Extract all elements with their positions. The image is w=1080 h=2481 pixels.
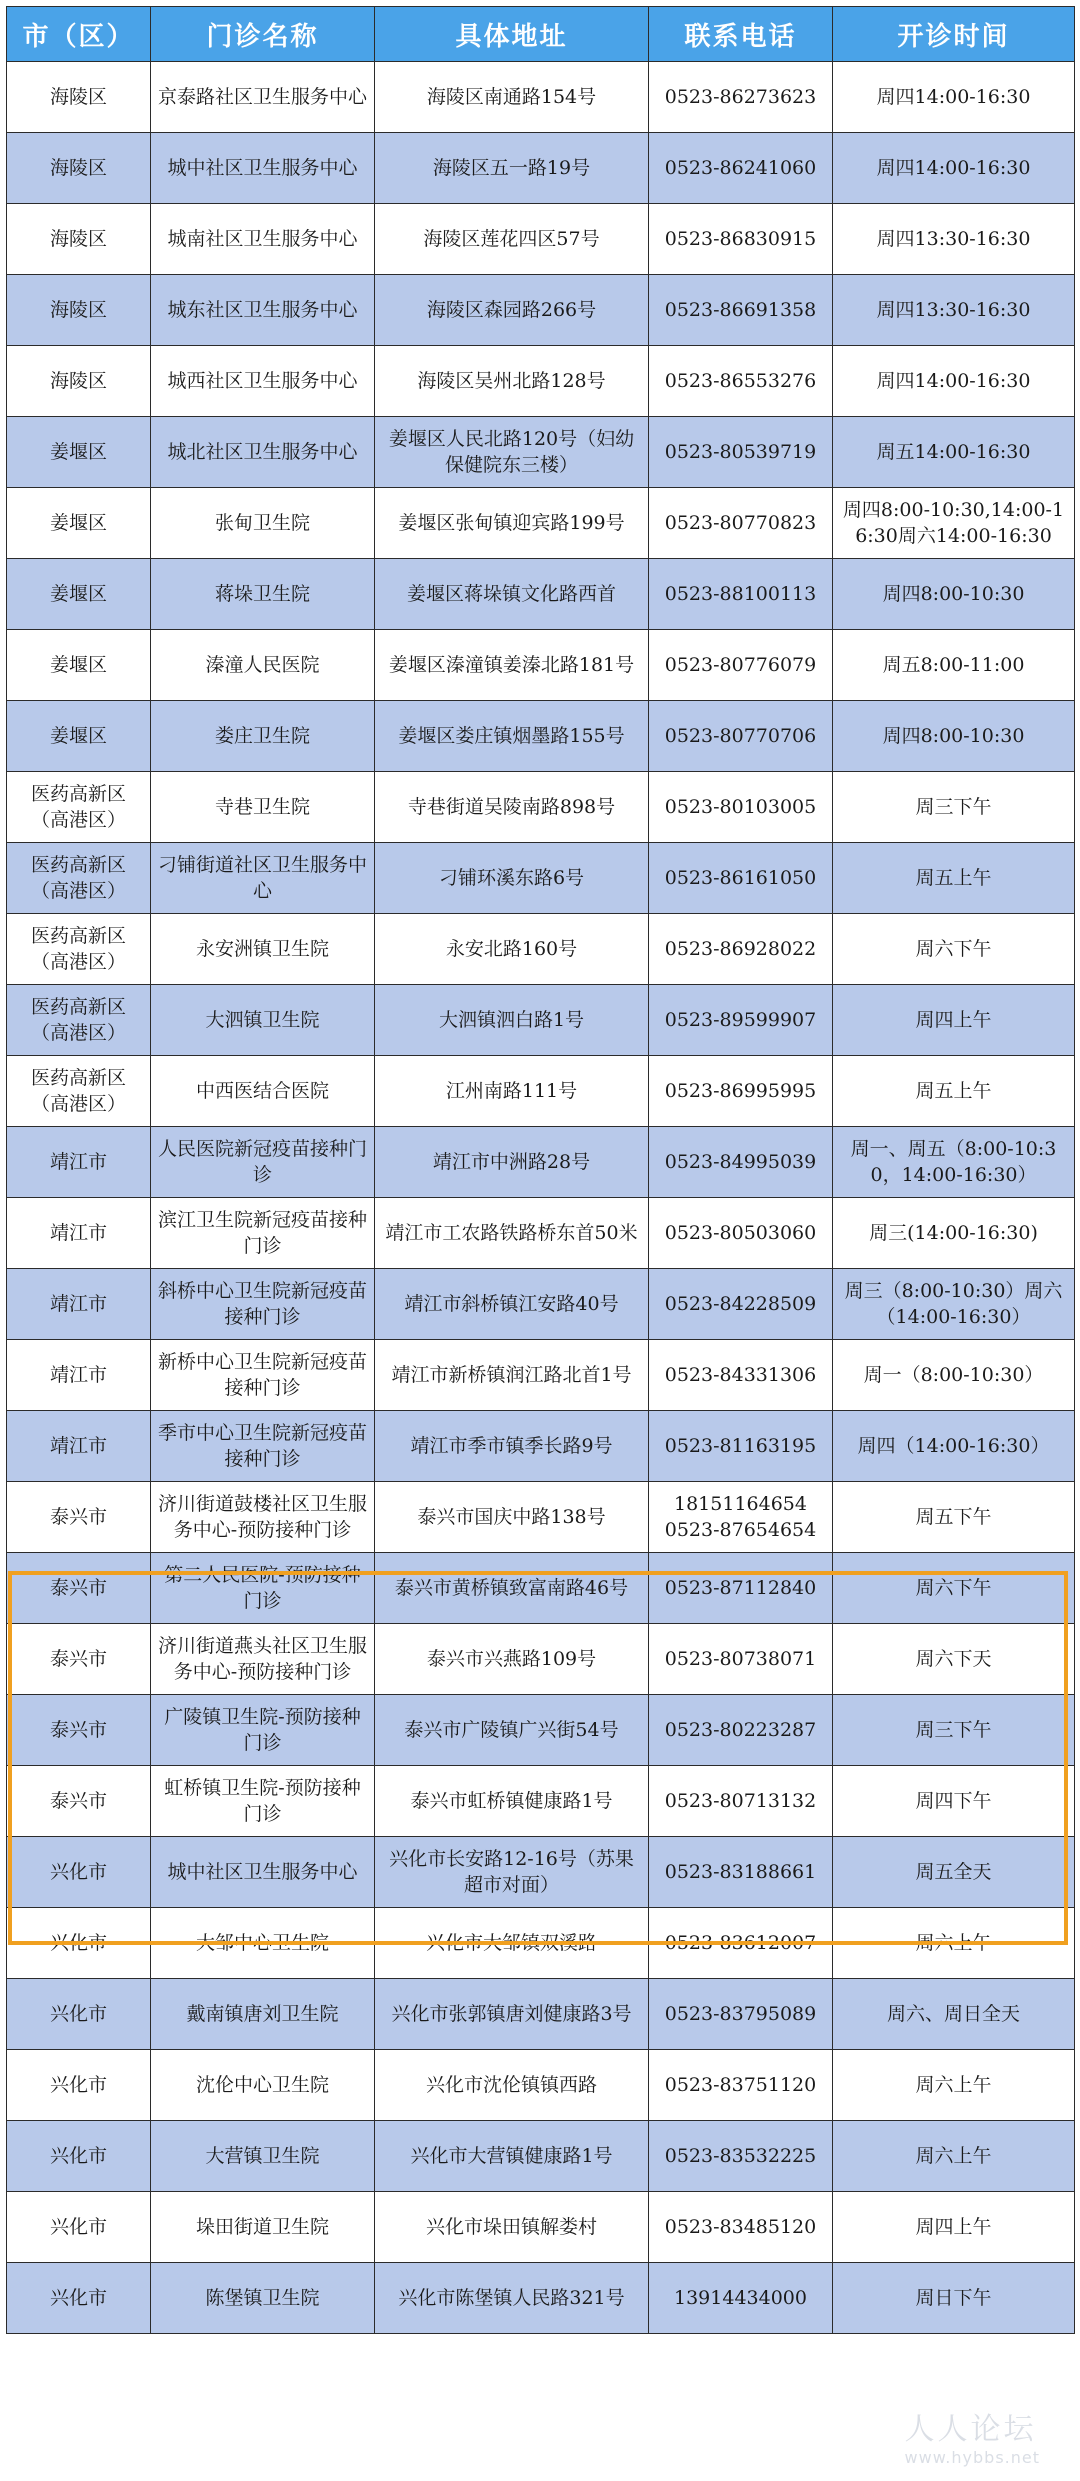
- district-cell: 姜堰区: [7, 488, 151, 559]
- district-cell: 泰兴市: [7, 1624, 151, 1695]
- district-cell: 兴化市: [7, 2121, 151, 2192]
- table-row: [7, 985, 1075, 1056]
- table-row: [7, 1340, 1075, 1411]
- district-cell: 姜堰区: [7, 559, 151, 630]
- hours-cell: 周四14:00-16:30: [833, 62, 1075, 133]
- district-cell: 泰兴市: [7, 1695, 151, 1766]
- address-cell: 兴化市张郭镇唐刘健康路3号: [375, 1979, 649, 2050]
- phone-cell: 0523-80223287: [649, 1695, 833, 1766]
- district-cell: 泰兴市: [7, 1553, 151, 1624]
- table-row: [7, 417, 1075, 488]
- header-phone: 联系电话: [649, 7, 833, 62]
- hours-cell: 周四13:30-16:30: [833, 204, 1075, 275]
- district-cell: 医药高新区（高港区）: [7, 1056, 151, 1127]
- district-cell: 泰兴市: [7, 1766, 151, 1837]
- phone-cell: 0523-84228509: [649, 1269, 833, 1340]
- address-cell: 兴化市陈堡镇人民路321号: [375, 2263, 649, 2334]
- clinic-name-cell: 城西社区卫生服务中心: [151, 346, 375, 417]
- district-cell: 海陵区: [7, 275, 151, 346]
- address-cell: 泰兴市广陵镇广兴街54号: [375, 1695, 649, 1766]
- address-cell: 寺巷街道吴陵南路898号: [375, 772, 649, 843]
- phone-cell: 0523-86273623: [649, 62, 833, 133]
- table-body: [7, 62, 1075, 2334]
- hours-cell: 周五全天: [833, 1837, 1075, 1908]
- hours-cell: 周三（8:00-10:30）周六（14:00-16:30）: [833, 1269, 1075, 1340]
- phone-cell: 13914434000: [649, 2263, 833, 2334]
- address-cell: 靖江市中洲路28号: [375, 1127, 649, 1198]
- address-cell: 姜堰区溱潼镇姜溱北路181号: [375, 630, 649, 701]
- watermark: [905, 2404, 1040, 2467]
- phone-cell: 0523-80776079: [649, 630, 833, 701]
- table-row: [7, 346, 1075, 417]
- table-row: [7, 1056, 1075, 1127]
- hours-cell: 周三下午: [833, 772, 1075, 843]
- hours-cell: 周五上午: [833, 843, 1075, 914]
- address-cell: 姜堰区人民北路120号（妇幼保健院东三楼）: [375, 417, 649, 488]
- table-row: [7, 1766, 1075, 1837]
- address-cell: 永安北路160号: [375, 914, 649, 985]
- hours-cell: 周四8:00-10:30,14:00-16:30周六14:00-16:30: [833, 488, 1075, 559]
- address-cell: 靖江市季市镇季长路9号: [375, 1411, 649, 1482]
- phone-cell: 0523-86241060: [649, 133, 833, 204]
- watermark-title: 人人论坛: [904, 2412, 1037, 2447]
- clinic-name-cell: 斜桥中心卫生院新冠疫苗接种门诊: [151, 1269, 375, 1340]
- district-cell: 兴化市: [7, 2050, 151, 2121]
- clinic-name-cell: 城北社区卫生服务中心: [151, 417, 375, 488]
- hours-cell: 周五下午: [833, 1482, 1075, 1553]
- district-cell: 姜堰区: [7, 630, 151, 701]
- district-cell: 兴化市: [7, 1837, 151, 1908]
- clinic-name-cell: 中西医结合医院: [151, 1056, 375, 1127]
- clinic-name-cell: 蒋垛卫生院: [151, 559, 375, 630]
- district-cell: 医药高新区（高港区）: [7, 772, 151, 843]
- phone-cell: 0523-83751120: [649, 2050, 833, 2121]
- district-cell: 靖江市: [7, 1340, 151, 1411]
- table-row: [7, 1837, 1075, 1908]
- watermark-url: www.hybbs.net: [904, 2448, 1040, 2467]
- table-row: [7, 1198, 1075, 1269]
- phone-cell: 0523-86553276: [649, 346, 833, 417]
- phone-cell: 0523-83612007: [649, 1908, 833, 1979]
- vaccination-clinic-table-wrap: [6, 6, 1074, 2334]
- hours-cell: 周四下午: [833, 1766, 1075, 1837]
- phone-cell: 0523-80770706: [649, 701, 833, 772]
- address-cell: 兴化市大邹镇双溪路: [375, 1908, 649, 1979]
- hours-cell: 周日下午: [833, 2263, 1075, 2334]
- clinic-name-cell: 娄庄卫生院: [151, 701, 375, 772]
- clinic-name-cell: 张甸卫生院: [151, 488, 375, 559]
- table-row: [7, 2050, 1075, 2121]
- hours-cell: 周一、周五（8:00-10:30，14:00-16:30）: [833, 1127, 1075, 1198]
- table-row: [7, 1695, 1075, 1766]
- phone-cell: 0523-86691358: [649, 275, 833, 346]
- phone-cell: 0523-80539719: [649, 417, 833, 488]
- table-row: [7, 1908, 1075, 1979]
- clinic-name-cell: 永安洲镇卫生院: [151, 914, 375, 985]
- header-address: 具体地址: [375, 7, 649, 62]
- phone-cell: 0523-87112840: [649, 1553, 833, 1624]
- clinic-name-cell: 陈堡镇卫生院: [151, 2263, 375, 2334]
- clinic-name-cell: 城中社区卫生服务中心: [151, 1837, 375, 1908]
- clinic-name-cell: 溱潼人民医院: [151, 630, 375, 701]
- district-cell: 医药高新区（高港区）: [7, 843, 151, 914]
- district-cell: 海陵区: [7, 133, 151, 204]
- phone-cell: 0523-83795089: [649, 1979, 833, 2050]
- phone-cell: 0523-86161050: [649, 843, 833, 914]
- phone-cell: 0523-80770823: [649, 488, 833, 559]
- hours-cell: 周六下天: [833, 1624, 1075, 1695]
- district-cell: 姜堰区: [7, 701, 151, 772]
- address-cell: 姜堰区张甸镇迎宾路199号: [375, 488, 649, 559]
- hours-cell: 周六上午: [833, 1908, 1075, 1979]
- phone-cell: 0523-81163195: [649, 1411, 833, 1482]
- district-cell: 兴化市: [7, 2263, 151, 2334]
- address-cell: 泰兴市黄桥镇致富南路46号: [375, 1553, 649, 1624]
- clinic-name-cell: 垛田街道卫生院: [151, 2192, 375, 2263]
- hours-cell: 周六下午: [833, 914, 1075, 985]
- phone-cell: 0523-83188661: [649, 1837, 833, 1908]
- clinic-name-cell: 济川街道燕头社区卫生服务中心-预防接种门诊: [151, 1624, 375, 1695]
- phone-cell: 0523-89599907: [649, 985, 833, 1056]
- table-row: [7, 62, 1075, 133]
- hours-cell: 周五8:00-11:00: [833, 630, 1075, 701]
- clinic-name-cell: 寺巷卫生院: [151, 772, 375, 843]
- table-row: [7, 2192, 1075, 2263]
- district-cell: 靖江市: [7, 1198, 151, 1269]
- table-row: [7, 1979, 1075, 2050]
- hours-cell: 周四（14:00-16:30）: [833, 1411, 1075, 1482]
- hours-cell: 周四14:00-16:30: [833, 346, 1075, 417]
- address-cell: 海陵区莲花四区57号: [375, 204, 649, 275]
- hours-cell: 周六上午: [833, 2121, 1075, 2192]
- hours-cell: 周六、周日全天: [833, 1979, 1075, 2050]
- district-cell: 靖江市: [7, 1127, 151, 1198]
- phone-cell: 0523-83485120: [649, 2192, 833, 2263]
- clinic-name-cell: 虹桥镇卫生院-预防接种门诊: [151, 1766, 375, 1837]
- clinic-name-cell: 大营镇卫生院: [151, 2121, 375, 2192]
- phone-cell: 0523-84331306: [649, 1340, 833, 1411]
- district-cell: 医药高新区（高港区）: [7, 985, 151, 1056]
- phone-cell: 0523-80713132: [649, 1766, 833, 1837]
- phone-cell: 0523-83532225: [649, 2121, 833, 2192]
- district-cell: 兴化市: [7, 1908, 151, 1979]
- hours-cell: 周四8:00-10:30: [833, 701, 1075, 772]
- address-cell: 泰兴市虹桥镇健康路1号: [375, 1766, 649, 1837]
- district-cell: 医药高新区（高港区）: [7, 914, 151, 985]
- clinic-name-cell: 广陵镇卫生院-预防接种门诊: [151, 1695, 375, 1766]
- clinic-name-cell: 济川街道鼓楼社区卫生服务中心-预防接种门诊: [151, 1482, 375, 1553]
- phone-cell: 0523-86928022: [649, 914, 833, 985]
- header-district: 市（区）: [7, 7, 151, 62]
- table-row: [7, 133, 1075, 204]
- hours-cell: 周一（8:00-10:30）: [833, 1340, 1075, 1411]
- table-row: [7, 1482, 1075, 1553]
- table-row: [7, 701, 1075, 772]
- header-hours: 开诊时间: [833, 7, 1075, 62]
- address-cell: 海陵区南通路154号: [375, 62, 649, 133]
- district-cell: 姜堰区: [7, 417, 151, 488]
- address-cell: 兴化市大营镇健康路1号: [375, 2121, 649, 2192]
- address-cell: 海陵区森园路266号: [375, 275, 649, 346]
- table-row: [7, 1269, 1075, 1340]
- table-row: [7, 2121, 1075, 2192]
- table-row: [7, 843, 1075, 914]
- district-cell: 靖江市: [7, 1269, 151, 1340]
- table-row: [7, 914, 1075, 985]
- table-row: [7, 488, 1075, 559]
- phone-cell: 0523-88100113: [649, 559, 833, 630]
- table-row: [7, 1411, 1075, 1482]
- district-cell: 泰兴市: [7, 1482, 151, 1553]
- address-cell: 江州南路111号: [375, 1056, 649, 1127]
- address-cell: 海陵区吴州北路128号: [375, 346, 649, 417]
- table-row: [7, 772, 1075, 843]
- address-cell: 靖江市工农路铁路桥东首50米: [375, 1198, 649, 1269]
- hours-cell: 周六上午: [833, 2050, 1075, 2121]
- clinic-name-cell: 季市中心卫生院新冠疫苗接种门诊: [151, 1411, 375, 1482]
- address-cell: 靖江市斜桥镇江安路40号: [375, 1269, 649, 1340]
- clinic-name-cell: 城南社区卫生服务中心: [151, 204, 375, 275]
- district-cell: 靖江市: [7, 1411, 151, 1482]
- clinic-name-cell: 沈伦中心卫生院: [151, 2050, 375, 2121]
- hours-cell: 周三(14:00-16:30): [833, 1198, 1075, 1269]
- address-cell: 泰兴市国庆中路138号: [375, 1482, 649, 1553]
- clinic-name-cell: 滨江卫生院新冠疫苗接种门诊: [151, 1198, 375, 1269]
- clinic-name-cell: 人民医院新冠疫苗接种门诊: [151, 1127, 375, 1198]
- address-cell: 海陵区五一路19号: [375, 133, 649, 204]
- hours-cell: 周三下午: [833, 1695, 1075, 1766]
- address-cell: 刁铺环溪东路6号: [375, 843, 649, 914]
- table-row: [7, 275, 1075, 346]
- clinic-name-cell: 城中社区卫生服务中心: [151, 133, 375, 204]
- phone-cell: 0523-80503060: [649, 1198, 833, 1269]
- phone-cell: 0523-86830915: [649, 204, 833, 275]
- clinic-table: [6, 6, 1075, 2334]
- clinic-name-cell: 大邹中心卫生院: [151, 1908, 375, 1979]
- address-cell: 泰兴市兴燕路109号: [375, 1624, 649, 1695]
- hours-cell: 周四8:00-10:30: [833, 559, 1075, 630]
- phone-cell: 0523-80738071: [649, 1624, 833, 1695]
- address-cell: 姜堰区蒋垛镇文化路西首: [375, 559, 649, 630]
- clinic-name-cell: 大泗镇卫生院: [151, 985, 375, 1056]
- header-clinic-name: 门诊名称: [151, 7, 375, 62]
- table-header: [7, 7, 1075, 62]
- district-cell: 海陵区: [7, 62, 151, 133]
- address-cell: 靖江市新桥镇润江路北首1号: [375, 1340, 649, 1411]
- clinic-name-cell: 刁铺街道社区卫生服务中心: [151, 843, 375, 914]
- district-cell: 兴化市: [7, 1979, 151, 2050]
- table-row: [7, 1553, 1075, 1624]
- address-cell: 兴化市长安路12-16号（苏果超市对面）: [375, 1837, 649, 1908]
- hours-cell: 周四13:30-16:30: [833, 275, 1075, 346]
- address-cell: 兴化市沈伦镇镇西路: [375, 2050, 649, 2121]
- clinic-name-cell: 戴南镇唐刘卫生院: [151, 1979, 375, 2050]
- phone-cell: 0523-86995995: [649, 1056, 833, 1127]
- hours-cell: 周五上午: [833, 1056, 1075, 1127]
- phone-cell: 0523-84995039: [649, 1127, 833, 1198]
- phone-cell: 0523-80103005: [649, 772, 833, 843]
- hours-cell: 周六下午: [833, 1553, 1075, 1624]
- hours-cell: 周五14:00-16:30: [833, 417, 1075, 488]
- address-cell: 大泗镇泗白路1号: [375, 985, 649, 1056]
- hours-cell: 周四上午: [833, 2192, 1075, 2263]
- table-row: [7, 1127, 1075, 1198]
- table-row: [7, 559, 1075, 630]
- clinic-name-cell: 京泰路社区卫生服务中心: [151, 62, 375, 133]
- table-row: [7, 1624, 1075, 1695]
- address-cell: 姜堰区娄庄镇烟墨路155号: [375, 701, 649, 772]
- clinic-name-cell: 第二人民医院-预防接种门诊: [151, 1553, 375, 1624]
- clinic-name-cell: 新桥中心卫生院新冠疫苗接种门诊: [151, 1340, 375, 1411]
- district-cell: 兴化市: [7, 2192, 151, 2263]
- district-cell: 海陵区: [7, 346, 151, 417]
- hours-cell: 周四上午: [833, 985, 1075, 1056]
- table-row: [7, 204, 1075, 275]
- hours-cell: 周四14:00-16:30: [833, 133, 1075, 204]
- table-row: [7, 630, 1075, 701]
- address-cell: 兴化市垛田镇解娄村: [375, 2192, 649, 2263]
- table-row: [7, 2263, 1075, 2334]
- phone-cell: 18151164654 0523-87654654: [649, 1482, 833, 1553]
- district-cell: 海陵区: [7, 204, 151, 275]
- clinic-name-cell: 城东社区卫生服务中心: [151, 275, 375, 346]
